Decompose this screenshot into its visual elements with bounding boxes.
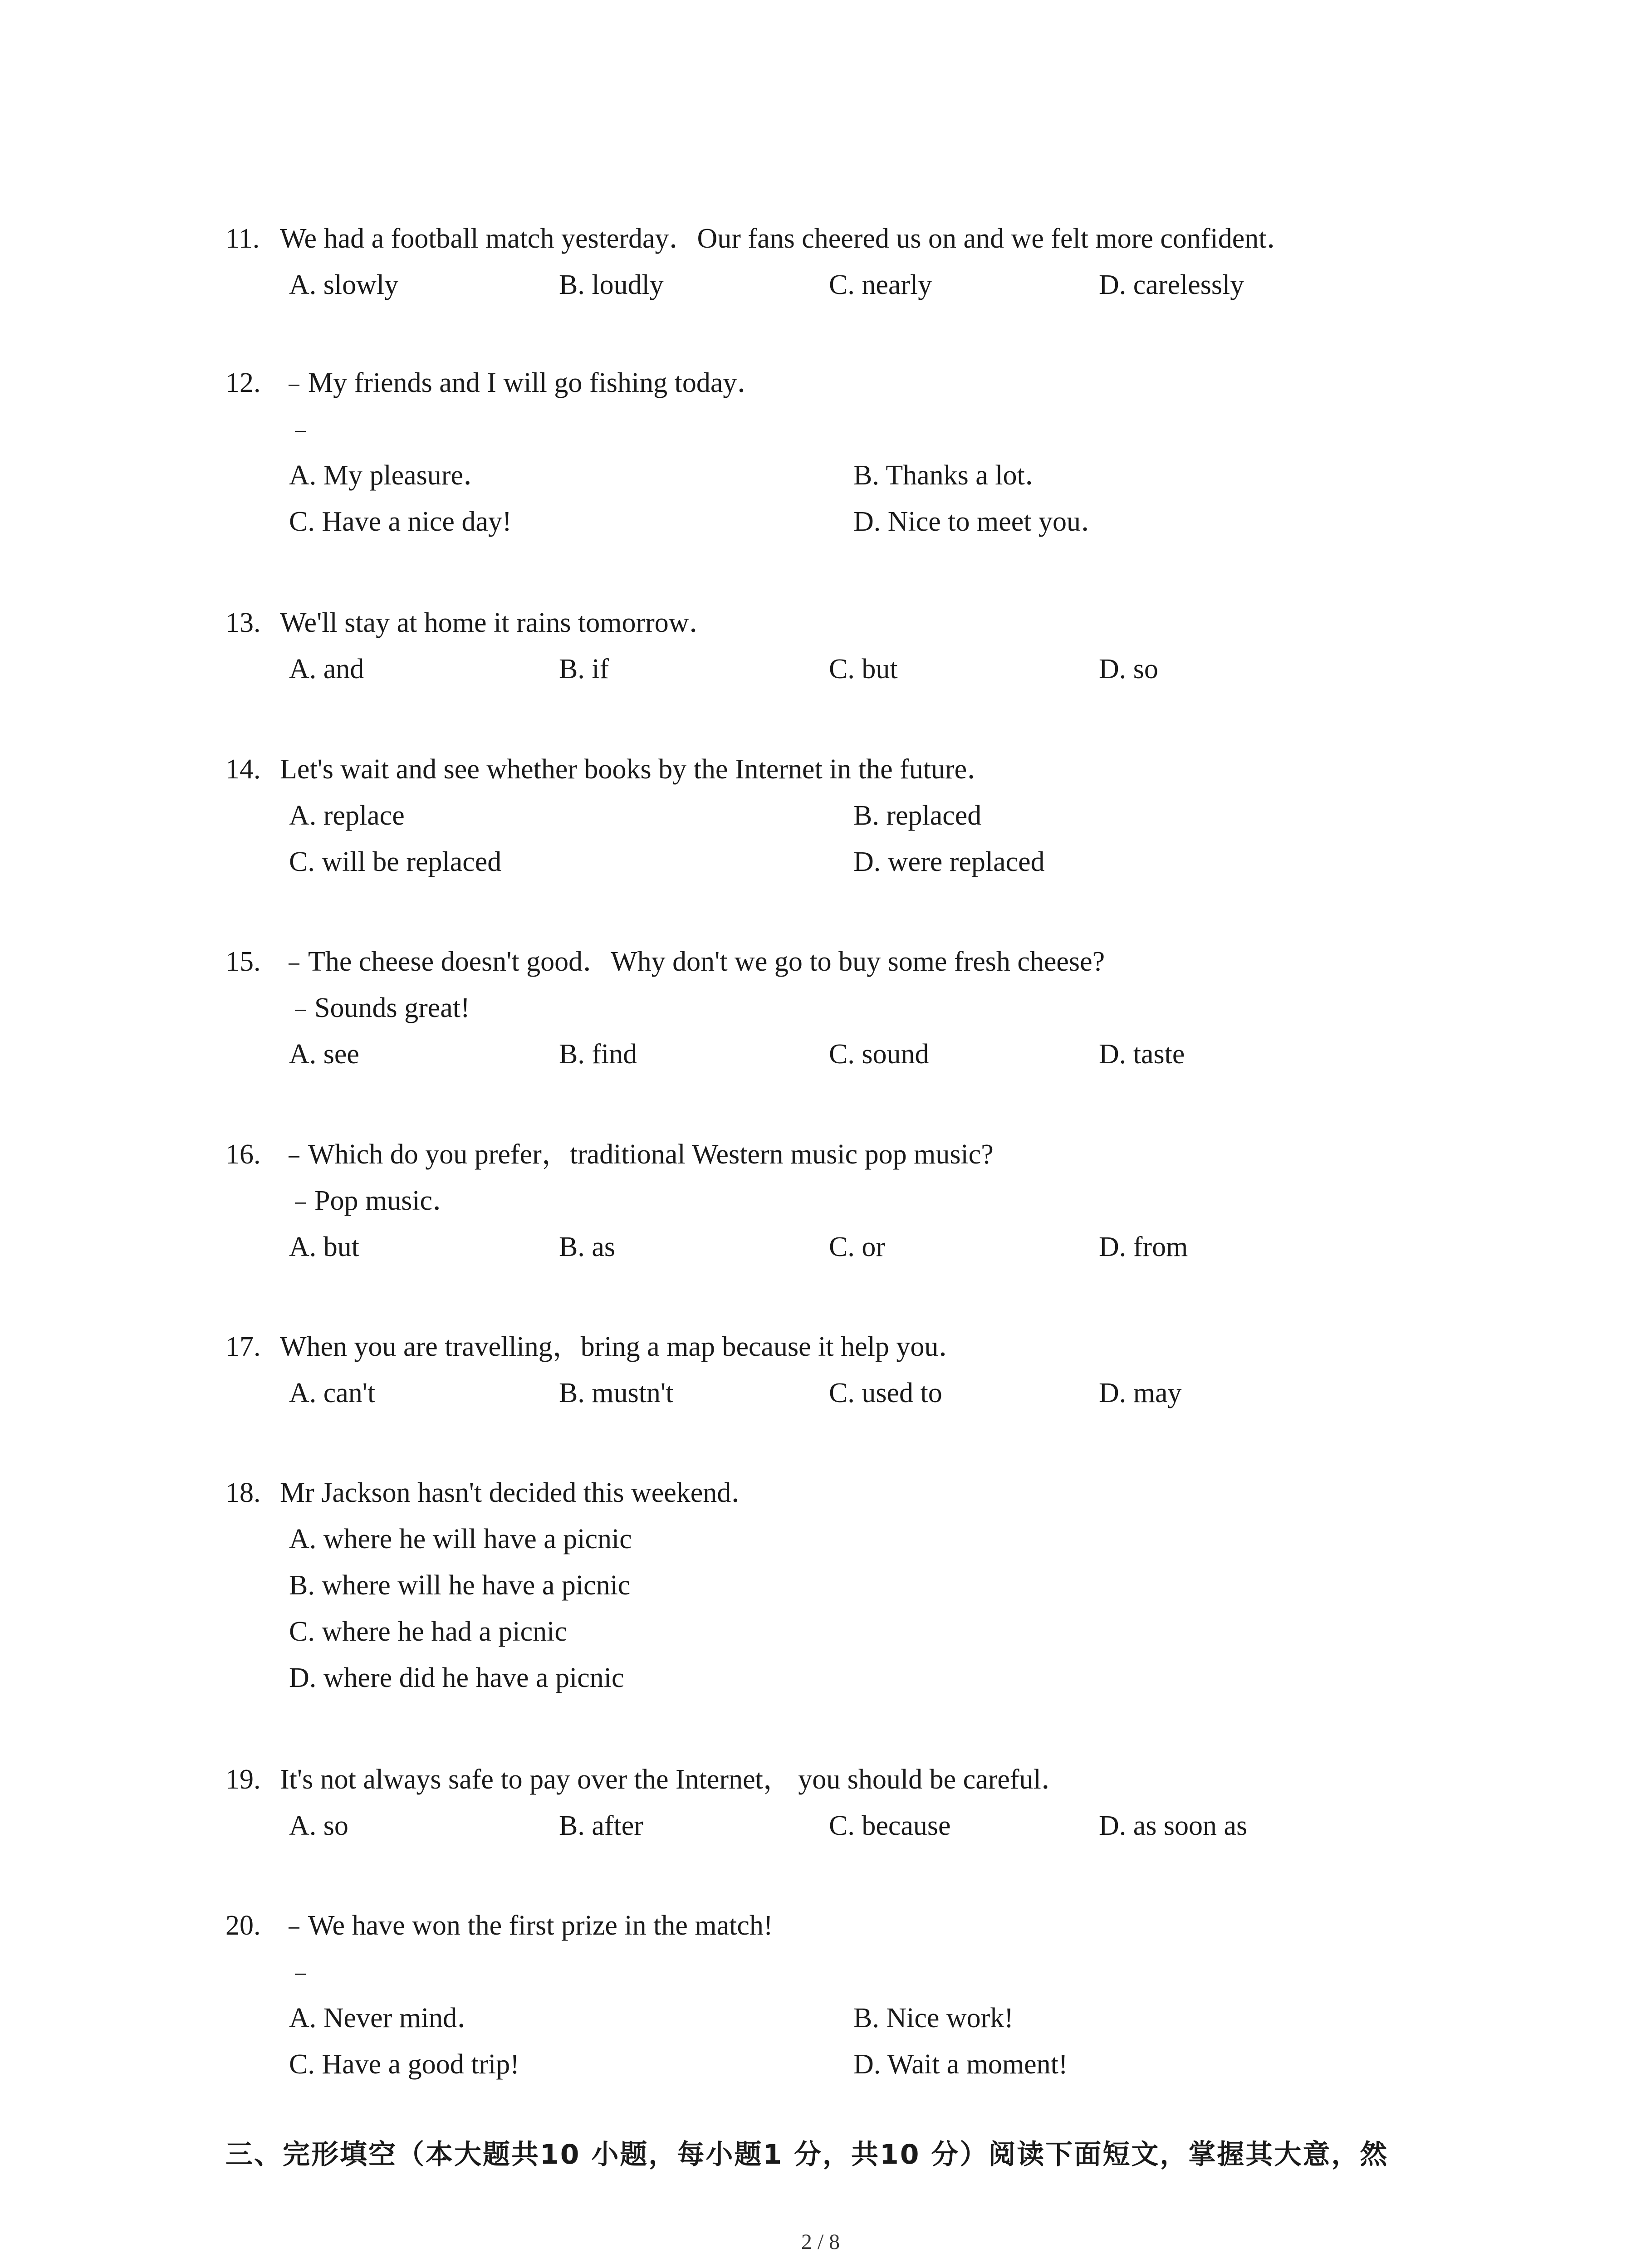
options-row [225, 1370, 1450, 1416]
options-row [225, 1562, 1450, 1608]
question-19 [225, 1756, 1450, 1849]
question-text: Mr Jackson hasn't decided this weekend． [280, 1477, 759, 1508]
options-row [225, 499, 1450, 545]
option-c: C. nearly [829, 269, 932, 300]
option-c: C. Have a good trip! [289, 2049, 519, 2080]
reply-text: ﹣ [286, 414, 315, 445]
option-d: D. carelessly [1099, 269, 1244, 300]
options-row [225, 839, 1450, 885]
options-row [225, 262, 1450, 308]
options-row [225, 2041, 1450, 2087]
option-b: B. Thanks a lot． [853, 460, 1053, 491]
option-a: A. can't [289, 1378, 376, 1408]
options-row [225, 792, 1450, 839]
question-number: 12. [225, 367, 261, 398]
option-d: D. Nice to meet you． [853, 506, 1109, 537]
option-c: C. because [829, 1810, 951, 1841]
option-a: A. so [289, 1810, 348, 1841]
question-number: 18. [225, 1477, 261, 1508]
option-b: B. as [559, 1232, 615, 1262]
reply-text: ﹣ [286, 1956, 315, 1987]
option-a: A. slowly [289, 269, 399, 300]
question-text: We had a football match yesterday．Our fans cheered us on and we felt more confident． [280, 223, 1295, 254]
options-row [225, 1516, 1450, 1562]
option-a: A. see [289, 1039, 359, 1070]
option-a: A. replace [289, 800, 405, 831]
option-b: B. where will he have a picnic [289, 1570, 631, 1601]
option-c: C. where he had a picnic [289, 1616, 567, 1647]
option-a: A. and [289, 654, 364, 684]
question-14 [225, 746, 1450, 885]
question-15 [225, 938, 1450, 1077]
question-stem [225, 600, 1450, 646]
option-d: D. as soon as [1099, 1810, 1248, 1841]
option-b: B. mustn't [559, 1378, 674, 1408]
option-c: C. sound [829, 1039, 929, 1070]
option-d: D. from [1099, 1232, 1188, 1262]
question-text: ﹣Which do you prefer，traditional Western music pop music? [280, 1139, 994, 1170]
reply-line [225, 406, 1450, 452]
question-number: 13. [225, 607, 261, 638]
options-row [225, 1608, 1450, 1655]
reply-line [225, 985, 1450, 1031]
reply-text: ﹣Pop music． [286, 1185, 461, 1216]
option-b: B. after [559, 1810, 643, 1841]
section-heading: 三、完形填空（本大题共10 小题，每小题1 分，共10 分）阅读下面短文，掌握其大意，然 [225, 2139, 1389, 2170]
options-row [225, 452, 1450, 499]
option-b: B. Nice work! [853, 2003, 1014, 2033]
option-c: C. will be replaced [289, 846, 502, 877]
question-number: 19. [225, 1764, 261, 1795]
option-c: C. or [829, 1232, 885, 1262]
question-number: 15. [225, 946, 261, 977]
option-c: C. used to [829, 1378, 942, 1408]
option-c: C. but [829, 654, 898, 684]
options-row [225, 1224, 1450, 1270]
question-number: 17. [225, 1331, 261, 1362]
options-row [225, 1995, 1450, 2041]
option-b: B. loudly [559, 269, 664, 300]
reply-line [225, 1949, 1450, 1995]
question-text: When you are travelling，bring a map because it help you． [280, 1331, 967, 1362]
question-number: 14. [225, 754, 261, 785]
option-d: D. may [1099, 1378, 1182, 1408]
option-d: D. were replaced [853, 846, 1045, 877]
options-row [225, 646, 1450, 692]
question-stem [225, 1902, 1450, 1949]
option-d: D. where did he have a picnic [289, 1662, 624, 1693]
question-number: 11. [225, 223, 260, 254]
question-text: Let's wait and see whether books by the Internet in the future． [280, 754, 995, 785]
option-a: A. where he will have a picnic [289, 1524, 632, 1554]
question-stem [225, 1470, 1450, 1516]
question-13 [225, 600, 1450, 692]
option-b: B. if [559, 654, 609, 684]
question-12 [225, 360, 1450, 545]
question-text: ﹣My friends and I will go fishing today． [280, 367, 765, 398]
question-text: We'll stay at home it rains tomorrow． [280, 607, 717, 638]
page-number: 2 / 8 [801, 2230, 840, 2254]
option-c: C. Have a nice day! [289, 506, 512, 537]
option-a: A. My pleasure． [289, 460, 491, 491]
option-d: D. so [1099, 654, 1158, 684]
question-text: It's not always safe to pay over the Internet， you should be careful． [280, 1764, 1069, 1795]
question-number: 20. [225, 1910, 261, 1941]
question-stem [225, 1324, 1450, 1370]
question-16 [225, 1131, 1450, 1270]
reply-line [225, 1178, 1450, 1224]
question-18 [225, 1470, 1450, 1701]
question-stem [225, 1131, 1450, 1178]
question-text: ﹣The cheese doesn't good．Why don't we go to buy some fresh cheese? [280, 946, 1105, 977]
option-d: D. taste [1099, 1039, 1185, 1070]
question-stem [225, 360, 1450, 406]
question-text: ﹣We have won the first prize in the match! [280, 1910, 773, 1941]
options-row [225, 1803, 1450, 1849]
option-b: B. find [559, 1039, 637, 1070]
options-row [225, 1031, 1450, 1077]
question-stem [225, 215, 1450, 262]
question-stem [225, 1756, 1450, 1803]
question-20 [225, 1902, 1450, 2087]
option-a: A. but [289, 1232, 359, 1262]
question-17 [225, 1324, 1450, 1416]
question-number: 16. [225, 1139, 261, 1170]
question-stem [225, 938, 1450, 985]
question-stem [225, 746, 1450, 792]
reply-text: ﹣Sounds great! [286, 992, 470, 1023]
question-11 [225, 215, 1450, 308]
option-a: A. Never mind． [289, 2003, 485, 2033]
option-d: D. Wait a moment! [853, 2049, 1068, 2080]
options-row [225, 1655, 1450, 1701]
option-b: B. replaced [853, 800, 982, 831]
